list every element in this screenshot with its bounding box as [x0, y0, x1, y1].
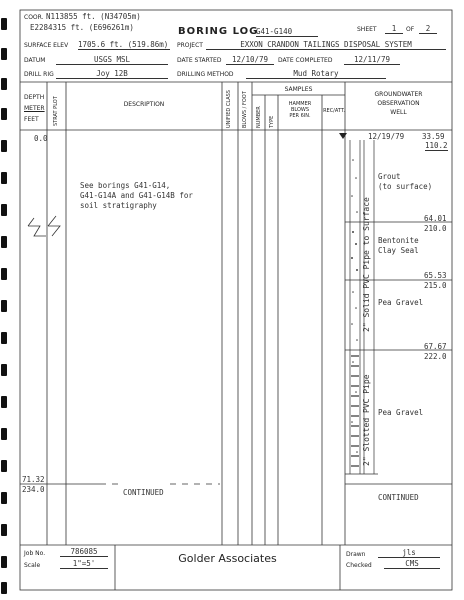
gw-header-line2: OBSERVATION — [377, 100, 420, 107]
zone-grout-label1: Grout — [378, 172, 401, 181]
hammer-blows-header — [278, 101, 322, 119]
boring-id: G41-G140 — [256, 27, 318, 37]
coord-line1: N113855 ft. (N34705m) — [46, 12, 141, 21]
drilling-method-value: Mud Rotary — [246, 69, 386, 79]
drilling-method-label: DRILLING METHOD — [177, 71, 234, 78]
drill-rig-label: DRILL RIG — [24, 71, 54, 78]
hammer-header-line3: PER 6IN. — [289, 113, 311, 119]
surface-elev-label: SURFACE ELEV — [24, 42, 69, 49]
zone-grout-label2: (to surface) — [378, 182, 433, 191]
drawn-value: jls — [378, 548, 440, 558]
water-depth-ft: 110.2 — [425, 141, 448, 150]
number-header: NUMBER — [256, 106, 262, 128]
drawn-label: Drawn — [346, 551, 366, 558]
bottom-depth-ft: 234.0 — [22, 485, 45, 494]
of-label: OF — [406, 26, 415, 33]
page-title: BORING LOG — [178, 26, 259, 37]
depth-header-line3: FEET — [24, 116, 39, 123]
project-value: EXXON CRANDON TAILINGS DISPOSAL SYSTEM — [206, 40, 446, 50]
scale-value: 1"=5' — [60, 559, 108, 569]
stratigraphy-note — [80, 181, 193, 211]
zone-grout — [378, 172, 432, 192]
checked-value: CMS — [384, 559, 440, 569]
surface-elev-value: 1705.6 ft. (519.86m) — [78, 40, 169, 49]
zone-gravel2-label: Pea Gravel — [378, 408, 424, 417]
strat-plot-header: STRAT PLOT — [53, 96, 59, 126]
coord-line2: E2284315 ft. (E696261m) — [30, 23, 134, 32]
sheet-number: 1 — [385, 24, 403, 34]
drill-rig-value: Joy 12B — [56, 69, 168, 79]
zone-bentonite — [378, 236, 419, 256]
zone-gravel-depth-ft: 215.0 — [424, 281, 447, 290]
coord-label: COOR. — [24, 14, 44, 21]
zone-bentonite-label2: Clay Seal — [378, 246, 419, 255]
datum-value: USGS MSL — [56, 55, 168, 65]
job-value: 786085 — [60, 547, 108, 557]
date-completed-value: 12/11/79 — [344, 55, 400, 65]
zone-bentonite-depth-ft: 210.0 — [424, 224, 447, 233]
unified-class-header: UNIFIED CLASS — [226, 90, 232, 128]
date-completed-label: DATE COMPLETED — [278, 57, 333, 64]
continued-well: CONTINUED — [378, 493, 419, 502]
top-depth: 0.0 — [34, 134, 48, 143]
gw-header-line3: WELL — [390, 109, 407, 116]
project-label: PROJECT — [177, 42, 203, 49]
note-line2: G41-G14A and G41-G14B for — [80, 191, 193, 200]
date-started-value: 12/10/79 — [226, 55, 274, 65]
water-depth-m: 33.59 — [422, 132, 445, 141]
groundwater-header — [345, 90, 452, 117]
rec-att-header: REC/ATT. — [323, 108, 345, 114]
zone-gravel2-depth-m: 67.67 — [424, 342, 447, 351]
scale-label: Scale — [24, 562, 41, 569]
job-label: Job No. — [24, 550, 46, 557]
depth-header — [24, 92, 45, 125]
slotted-pipe-label: 2" Slotted PVC Pipe — [362, 374, 371, 466]
datum-label: DATUM — [24, 57, 46, 64]
gw-header-line1: GROUNDWATER — [374, 91, 423, 98]
sheet-label: SHEET — [357, 26, 377, 33]
zone-gravel-label: Pea Gravel — [378, 298, 424, 307]
sheet-total: 2 — [419, 24, 437, 34]
checked-label: Checked — [346, 562, 372, 569]
water-level-triangle — [339, 133, 347, 139]
zone-bentonite-label1: Bentonite — [378, 236, 419, 245]
depth-header-line1: DEPTH — [24, 94, 45, 101]
hammer-header-line2: BLOWS — [290, 107, 310, 113]
zone-bentonite-depth-m: 64.01 — [424, 214, 447, 223]
depth-header-line2: METER — [24, 105, 45, 112]
solid-pipe-label: 2" Solid PVC Pipe to Surface — [362, 197, 371, 333]
bottom-depth-m: 71.32 — [22, 475, 45, 484]
samples-header: SAMPLES — [284, 86, 313, 93]
zone-gravel-depth-m: 65.53 — [424, 271, 447, 280]
type-header: TYPE — [269, 115, 275, 128]
hammer-header-line1: HAMMER — [288, 101, 312, 107]
zone-gravel2-depth-ft: 222.0 — [424, 352, 447, 361]
blows-foot-header: BLOWS / FOOT — [242, 91, 248, 128]
note-line3: soil stratigraphy — [80, 201, 157, 210]
company-name: Golder Associates — [178, 552, 277, 565]
note-line1: See borings G41-G14, — [80, 181, 171, 190]
continued-description: CONTINUED — [123, 488, 164, 497]
description-header: DESCRIPTION — [123, 101, 165, 108]
date-started-label: DATE STARTED — [177, 57, 222, 64]
water-level-date: 12/19/79 — [368, 132, 405, 141]
